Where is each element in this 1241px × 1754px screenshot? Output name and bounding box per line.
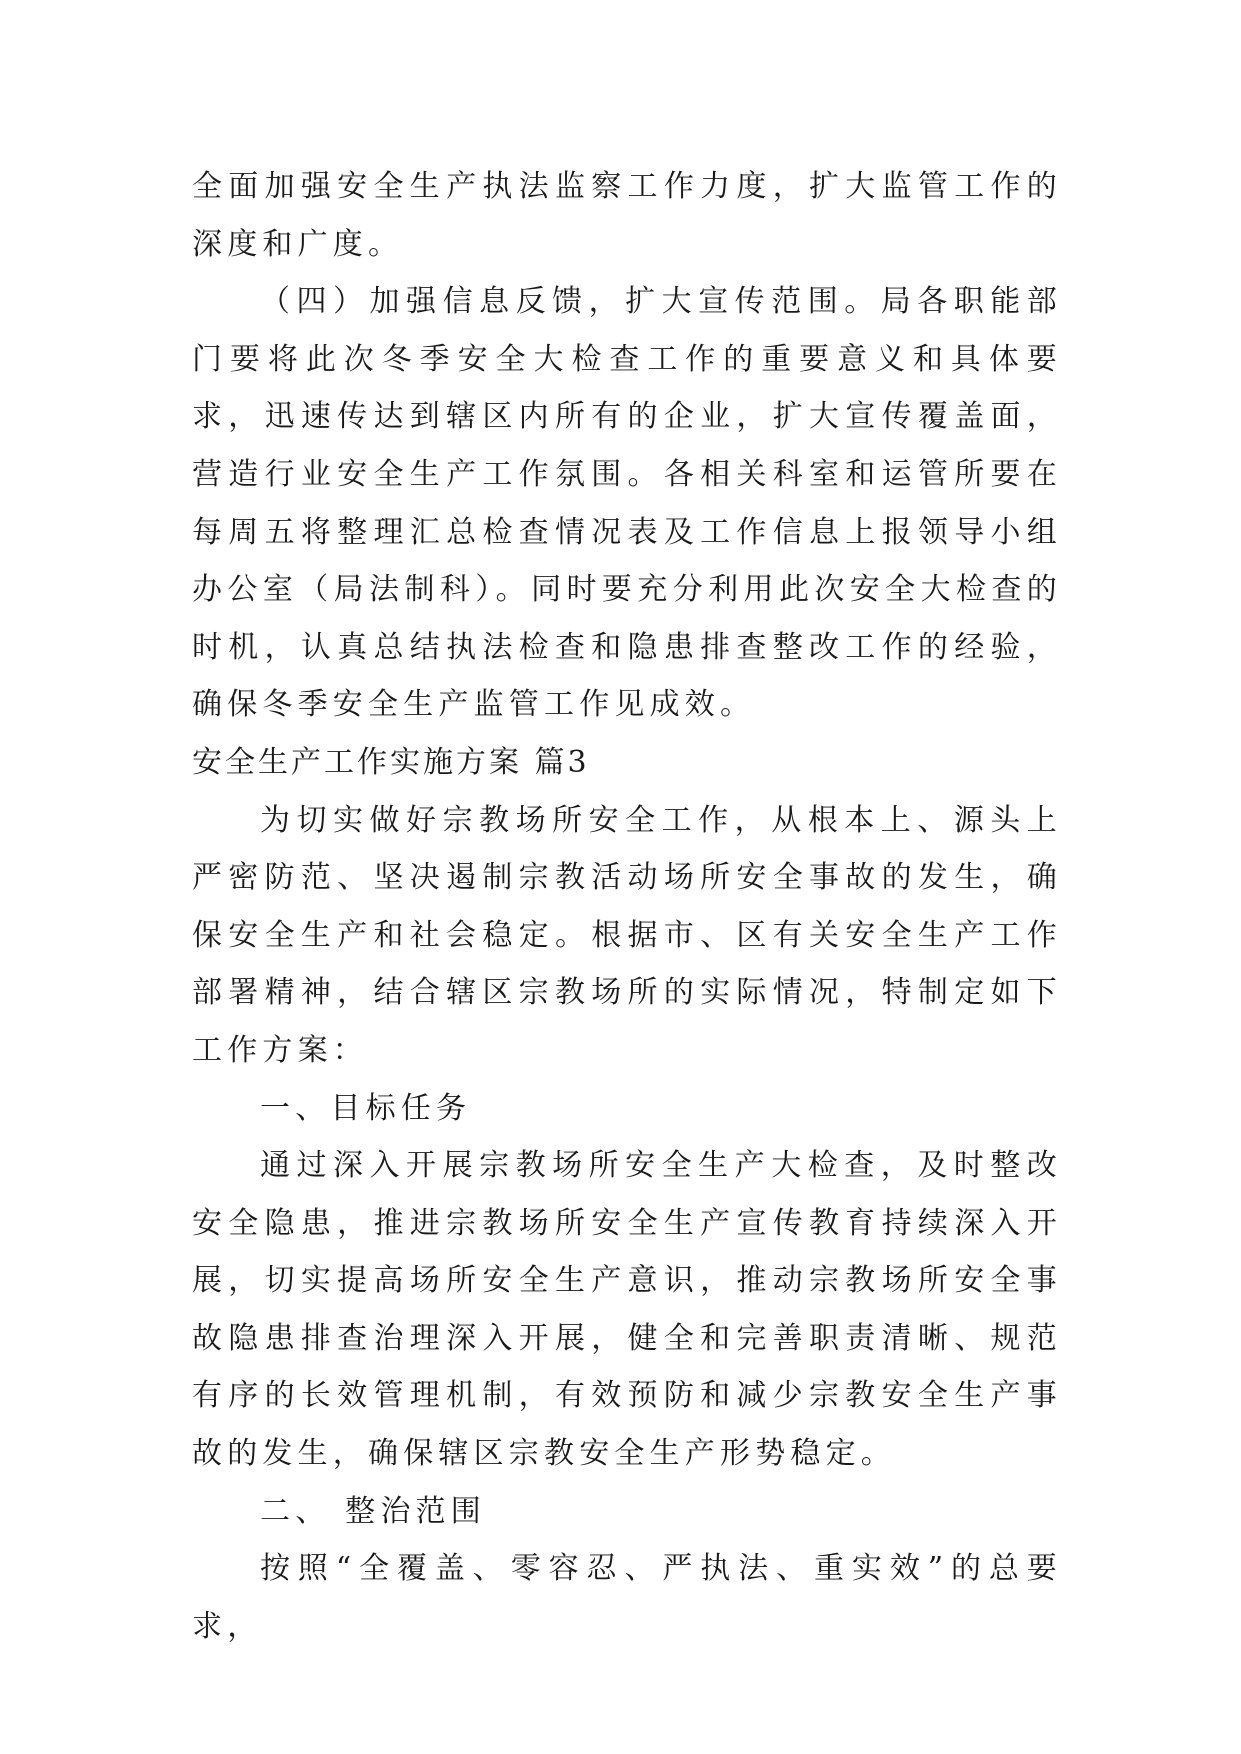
paragraph-scope: 按照“全覆盖、零容忍、严执法、重实效”的总要求， [192, 1551, 1062, 1644]
document-body [192, 158, 1062, 1655]
paragraph-continuation: 全面加强安全生产执法监察工作力度，扩大监管工作的深度和广度。 [192, 169, 1062, 262]
paragraph-intro: 为切实做好宗教场所安全工作，从根本上、源头上严密防范、坚决遏制宗教活动场所安全事故的发生，确保安全生产和社会稳定。根据市、区有关安全生产工作部署精神，结合辖区宗教场所的实际情况，特制定如下工作方案： [192, 802, 1062, 1068]
subheading-goals: 一、目标任务 [260, 1090, 472, 1126]
paragraph-goals: 通过深入开展宗教场所安全生产大检查，及时整改安全隐患，推进宗教场所安全生产宣传教育持续深入开展，切实提高场所安全生产意识，推动宗教场所安全事故隐患排查治理深入开展，健全和完善职责清晰、规范有序的长效管理机制，有效预防和减少宗教安全生产事故的发生，确保辖区宗教安全生产形势稳定。 [192, 1148, 1062, 1472]
paragraph-section-four: （四）加强信息反馈，扩大宣传范围。局各职能部门要将此次冬季安全大检查工作的重要意义和具体要求，迅速传达到辖区内所有的企业，扩大宣传覆盖面，营造行业安全生产工作氛围。各相关科室和运管所要在每周五将整理汇总检查情况表及工作信息上报领导小组办公室（局法制科）。同时要充分利用此次安全大检查的时机，认真总结执法检查和隐患排查整改工作的经验，确保冬季安全生产监管工作见成效。 [192, 284, 1062, 723]
subheading-scope: 二、 整治范围 [260, 1493, 486, 1529]
section-heading-plan-3: 安全生产工作实施方案 篇3 [192, 744, 590, 780]
